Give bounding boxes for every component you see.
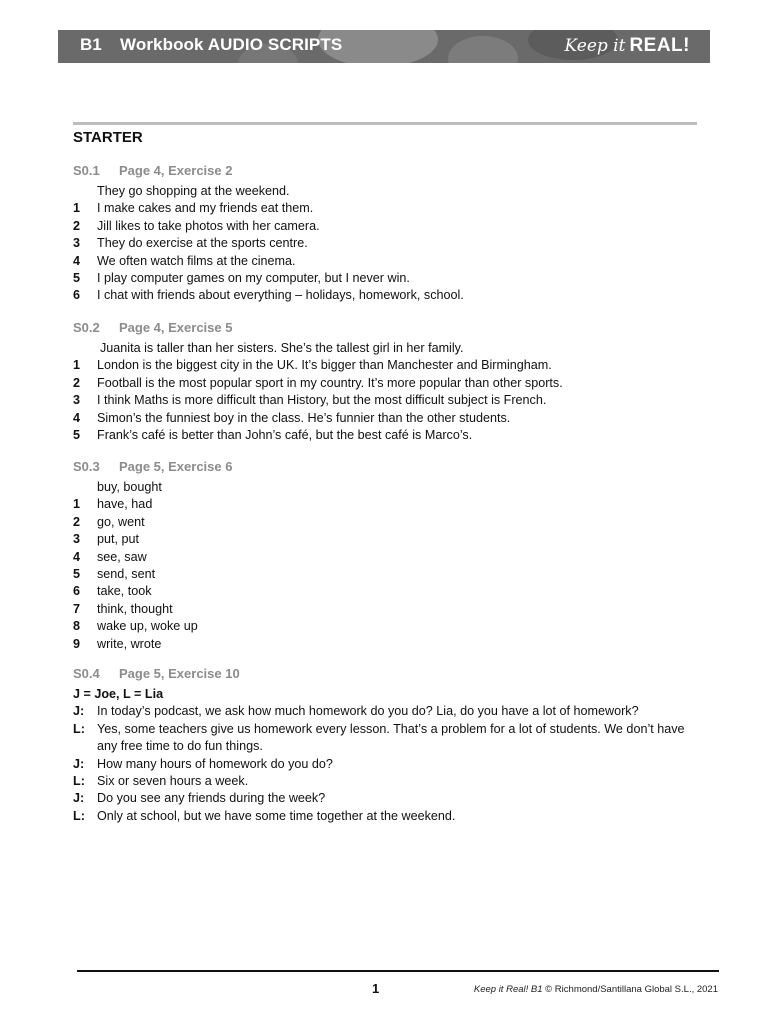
exercise-s0-1 (73, 163, 703, 305)
line-text: go, went (97, 514, 145, 529)
line-number: 3 (73, 393, 81, 408)
exercise-page-ref: Page 5, Exercise 6 (119, 459, 233, 474)
dialogue-line (73, 756, 703, 773)
copyright-notice (474, 984, 718, 995)
script-line (73, 636, 703, 653)
line-number: 1 (73, 358, 81, 373)
line-text: I chat with friends about everything – holidays, homework, school. (97, 288, 464, 303)
dialogue-line (73, 721, 703, 756)
line-text: Jill likes to take photos with her camera. (97, 218, 320, 233)
line-text: put, put (97, 532, 140, 547)
line-text: Juanita is taller than her sisters. She’s the tallest girl in her family. (100, 341, 464, 355)
section-title: STARTER (73, 129, 143, 146)
speaker-key: J = Joe, L = Lia (73, 687, 164, 701)
exercise-code: S0.2 (73, 320, 100, 335)
banner-decoration (448, 36, 518, 63)
page-number: 1 (372, 981, 380, 996)
line-text: write, wrote (97, 636, 162, 651)
line-number: 6 (73, 288, 81, 303)
line-text: Football is the most popular sport in my country. It’s more popular than other sports. (97, 375, 563, 390)
script-line (73, 253, 703, 270)
script-line (73, 601, 703, 618)
book-title: Keep it Real! B1 (473, 984, 543, 995)
speaker-label: J: (73, 704, 85, 719)
line-text: wake up, woke up (97, 619, 198, 634)
script-line (73, 200, 703, 217)
exercise-s0-3 (73, 459, 703, 653)
line-text: think, thought (97, 601, 173, 616)
speaker-label: J: (73, 791, 85, 806)
speaker-label: L: (73, 721, 85, 736)
line-number: 3 (73, 236, 81, 251)
line-number: 7 (73, 601, 81, 616)
script-line (73, 583, 703, 600)
script-line (73, 496, 703, 513)
dialogue-line (73, 703, 703, 720)
script-line (73, 479, 703, 496)
document-title: Workbook AUDIO SCRIPTS (120, 35, 343, 54)
exercise-heading (73, 320, 703, 340)
exercise-s0-4 (73, 666, 703, 825)
footer-divider (77, 970, 719, 972)
level-label: B1 (80, 35, 102, 54)
brand-logo (565, 35, 690, 57)
line-number: 1 (73, 497, 81, 512)
script-line (73, 549, 703, 566)
line-text: have, had (97, 497, 153, 512)
script-line (73, 566, 703, 583)
line-text: buy, bought (97, 480, 162, 494)
dialogue-line (73, 790, 703, 807)
exercise-code: S0.3 (73, 459, 100, 474)
line-number: 6 (73, 584, 81, 599)
script-line (73, 410, 703, 427)
script-line (73, 340, 703, 357)
line-number: 3 (73, 532, 81, 547)
script-line (73, 357, 703, 374)
line-text: They go shopping at the weekend. (97, 184, 290, 198)
header-banner (58, 30, 710, 63)
dialogue-text: In today’s podcast, we ask how much homework do you do? Lia, do you have a lot of homework? (97, 704, 639, 719)
script-line (73, 514, 703, 531)
dialogue-text: Only at school, but we have some time together at the weekend. (97, 808, 456, 823)
script-line (73, 218, 703, 235)
script-line (73, 392, 703, 409)
script-line (73, 235, 703, 252)
line-text: take, took (97, 584, 152, 599)
brand-suffix: REAL! (629, 35, 690, 56)
script-line (73, 287, 703, 304)
line-number: 4 (73, 549, 81, 564)
line-text: Simon’s the funniest boy in the class. He’s funnier than the other students. (97, 410, 511, 425)
exercise-page-ref: Page 4, Exercise 5 (119, 320, 233, 335)
section-divider (73, 122, 697, 125)
line-number: 5 (73, 427, 81, 442)
line-number: 5 (73, 566, 81, 581)
dialogue-text: Yes, some teachers give us homework every lesson. That’s a problem for a lot of students. We don’t have any free time to do fun things. (97, 721, 685, 754)
exercise-code: S0.1 (73, 163, 100, 178)
script-line (73, 375, 703, 392)
line-number: 2 (73, 514, 81, 529)
line-number: 5 (73, 270, 81, 285)
line-number: 9 (73, 636, 81, 651)
script-line (73, 618, 703, 635)
line-text: I play computer games on my computer, but I never win. (97, 270, 410, 285)
exercise-heading (73, 666, 703, 686)
copyright-text: © Richmond/Santillana Global S.L., 2021 (545, 984, 718, 995)
line-number: 4 (73, 410, 81, 425)
speaker-label: L: (73, 808, 85, 823)
script-line (73, 531, 703, 548)
line-text: I think Maths is more difficult than History, but the most difficult subject is French. (97, 393, 547, 408)
line-text: Frank’s café is better than John’s café, but the best café is Marco’s. (97, 427, 473, 442)
exercise-heading (73, 163, 703, 183)
line-text: London is the biggest city in the UK. It’s bigger than Manchester and Birmingham. (97, 358, 552, 373)
exercise-s0-2 (73, 320, 703, 444)
dialogue-line (73, 808, 703, 825)
script-line (73, 270, 703, 287)
brand-prefix: Keep it (564, 36, 626, 56)
line-text: I make cakes and my friends eat them. (97, 201, 314, 216)
speaker-label: L: (73, 774, 85, 789)
exercise-code: S0.4 (73, 666, 100, 681)
line-text: We often watch films at the cinema. (97, 253, 296, 268)
speaker-label: J: (73, 756, 85, 771)
line-number: 2 (73, 218, 81, 233)
dialogue-line (73, 773, 703, 790)
script-line (73, 183, 703, 200)
line-text: see, saw (97, 549, 147, 564)
dialogue-text: Six or seven hours a week. (97, 774, 249, 789)
line-number: 4 (73, 253, 81, 268)
line-number: 2 (73, 375, 81, 390)
line-number: 1 (73, 201, 81, 216)
exercise-heading (73, 459, 703, 479)
dialogue-text: Do you see any friends during the week? (97, 791, 326, 806)
line-text: They do exercise at the sports centre. (97, 236, 308, 251)
exercise-page-ref: Page 5, Exercise 10 (119, 666, 240, 681)
exercise-page-ref: Page 4, Exercise 2 (119, 163, 233, 178)
dialogue-text: How many hours of homework do you do? (97, 756, 333, 771)
script-line (73, 427, 703, 444)
line-number: 8 (73, 619, 81, 634)
line-text: send, sent (97, 566, 156, 581)
